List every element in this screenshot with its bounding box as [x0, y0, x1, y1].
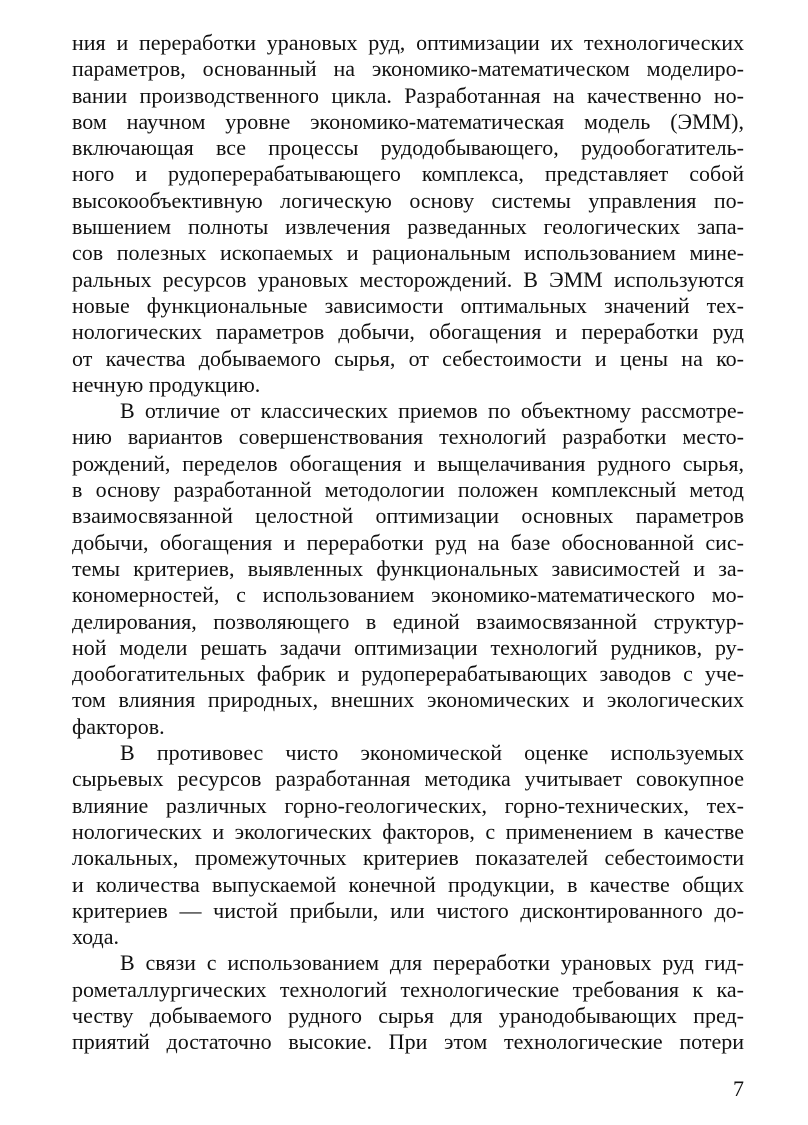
text-line: вышением полноты извлечения разведанных геологических запа-	[72, 214, 744, 240]
text-line: сов полезных ископаемых и рациональным использованием мине-	[72, 240, 744, 266]
text-line: делирования, позволяющего в единой взаимосвязанной структур-	[72, 608, 744, 634]
text-line: приятий достаточно высокие. При этом технологические потери	[72, 1029, 744, 1055]
text-line: добычи, обогащения и переработки руд на базе обоснованной сис-	[72, 529, 744, 555]
text-line: темы критериев, выявленных функциональных зависимостей и за-	[72, 555, 744, 581]
text-line: рометаллургических технологий технологические требования к ка-	[72, 976, 744, 1002]
text-line: вании производственного цикла. Разработанная на качественно но-	[72, 82, 744, 108]
text-line: локальных, промежуточных критериев показателей себестоимости	[72, 845, 744, 871]
text-line: честву добываемого рудного сырья для уранодобывающих пред-	[72, 1002, 744, 1028]
text-line: дообогатительных фабрик и рудоперерабатывающих заводов с уче-	[72, 661, 744, 687]
text-line: хода.	[72, 924, 119, 950]
text-line: в основу разработанной методологии положен комплексный метод	[72, 477, 744, 503]
text-line: нологических параметров добычи, обогащения и переработки руд	[72, 319, 744, 345]
text-line: нечную продукцию.	[72, 371, 261, 397]
text-line: том влияния природных, внешних экономических и экологических	[72, 687, 744, 713]
text-line: нию вариантов совершенствования технологий разработки место-	[72, 424, 744, 450]
text-line: ральных ресурсов урановых месторождений. В ЭММ используются	[72, 266, 744, 292]
text-line: вом научном уровне экономико-математическая модель (ЭММ),	[72, 108, 744, 134]
text-line: критериев — чистой прибыли, или чистого дисконтированного до-	[72, 897, 744, 923]
text-line: нологических и экологических факторов, с применением в качестве	[72, 818, 744, 844]
text-line: ной модели решать задачи оптимизации технологий рудников, ру-	[72, 634, 744, 660]
text-line: влияние различных горно-геологических, горно-технических, тех-	[72, 792, 744, 818]
text-line: ния и переработки урановых руд, оптимизации их технологических	[72, 30, 744, 55]
text-line: рождений, переделов обогащения и выщелачивания рудного сырья,	[72, 450, 744, 476]
text-line: новые функциональные зависимости оптимальных значений тех-	[72, 292, 744, 318]
text-line: кономерностей, с использованием экономико-математического мо-	[72, 582, 744, 608]
page-number: 7	[733, 1076, 744, 1101]
text-line: В связи с использованием для переработки урановых руд гид-	[120, 950, 744, 976]
text-line: факторов.	[72, 713, 165, 739]
text-line: от качества добываемого сырья, от себестоимости и цены на ко-	[72, 345, 744, 371]
text-line: сырьевых ресурсов разработанная методика учитывает совокупное	[72, 766, 744, 792]
body-text	[72, 30, 744, 1056]
text-line: высокообъективную логическую основу системы управления по-	[72, 187, 744, 213]
text-line: ного и рудоперерабатывающего комплекса, представляет собой	[72, 161, 744, 187]
text-line: В противовес чисто экономической оценке используемых	[120, 740, 744, 766]
text-line: В отличие от классических приемов по объектному рассмотре-	[120, 398, 744, 424]
text-line: включающая все процессы рудодобывающего, рудообогатитель-	[72, 135, 744, 161]
text-line: взаимосвязанной целостной оптимизации основных параметров	[72, 503, 744, 529]
text-line: параметров, основанный на экономико-математическом моделиро-	[72, 56, 744, 82]
text-line: и количества выпускаемой конечной продукции, в качестве общих	[72, 871, 744, 897]
